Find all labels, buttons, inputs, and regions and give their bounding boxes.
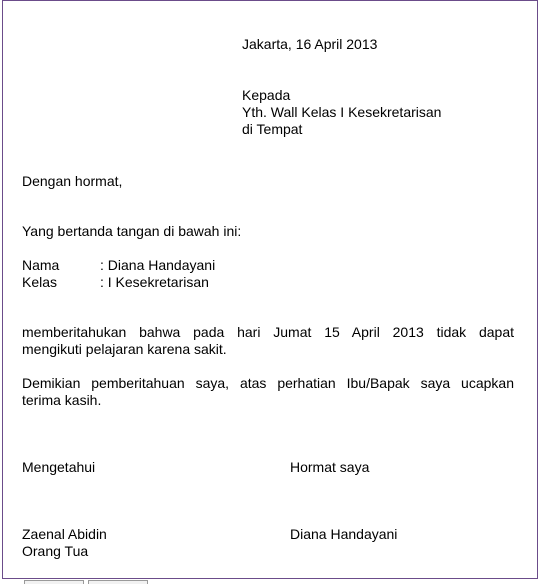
letter-date: Jakarta, 16 April 2013 — [242, 36, 378, 52]
salutation: Dengan hormat, — [22, 173, 123, 189]
body-line-4: terima kasih. — [22, 392, 102, 408]
body-line-1: memberitahukan bahwa pada hari Jumat 15 April 2013 tidak dapat — [22, 324, 514, 340]
signature-left-name: Zaenal Abidin — [22, 526, 107, 542]
recipient-name: Yth. Wall Kelas I Kesekretarisan — [242, 104, 442, 120]
sheet-tab[interactable] — [24, 580, 84, 584]
field-value-nama: : Diana Handayani — [100, 257, 216, 273]
recipient-place: di Tempat — [242, 121, 303, 137]
signature-left-role: Orang Tua — [22, 543, 89, 559]
recipient-to: Kepada — [242, 87, 291, 103]
sheet-tab[interactable] — [88, 580, 148, 584]
signature-left-heading: Mengetahui — [22, 459, 96, 475]
field-label-kelas: Kelas — [22, 274, 58, 290]
intro-line: Yang bertanda tangan di bawah ini: — [22, 223, 242, 239]
field-label-nama: Nama — [22, 257, 60, 273]
body-line-3: Demikian pemberitahuan saya, atas perhatian Ibu/Bapak saya ucapkan — [22, 375, 514, 391]
field-value-kelas: : I Kesekretarisan — [100, 274, 209, 290]
signature-right-name: Diana Handayani — [290, 526, 398, 542]
body-line-2: mengikuti pelajaran karena sakit. — [22, 341, 227, 357]
signature-right-heading: Hormat saya — [290, 459, 370, 475]
letter-page — [2, 0, 538, 579]
